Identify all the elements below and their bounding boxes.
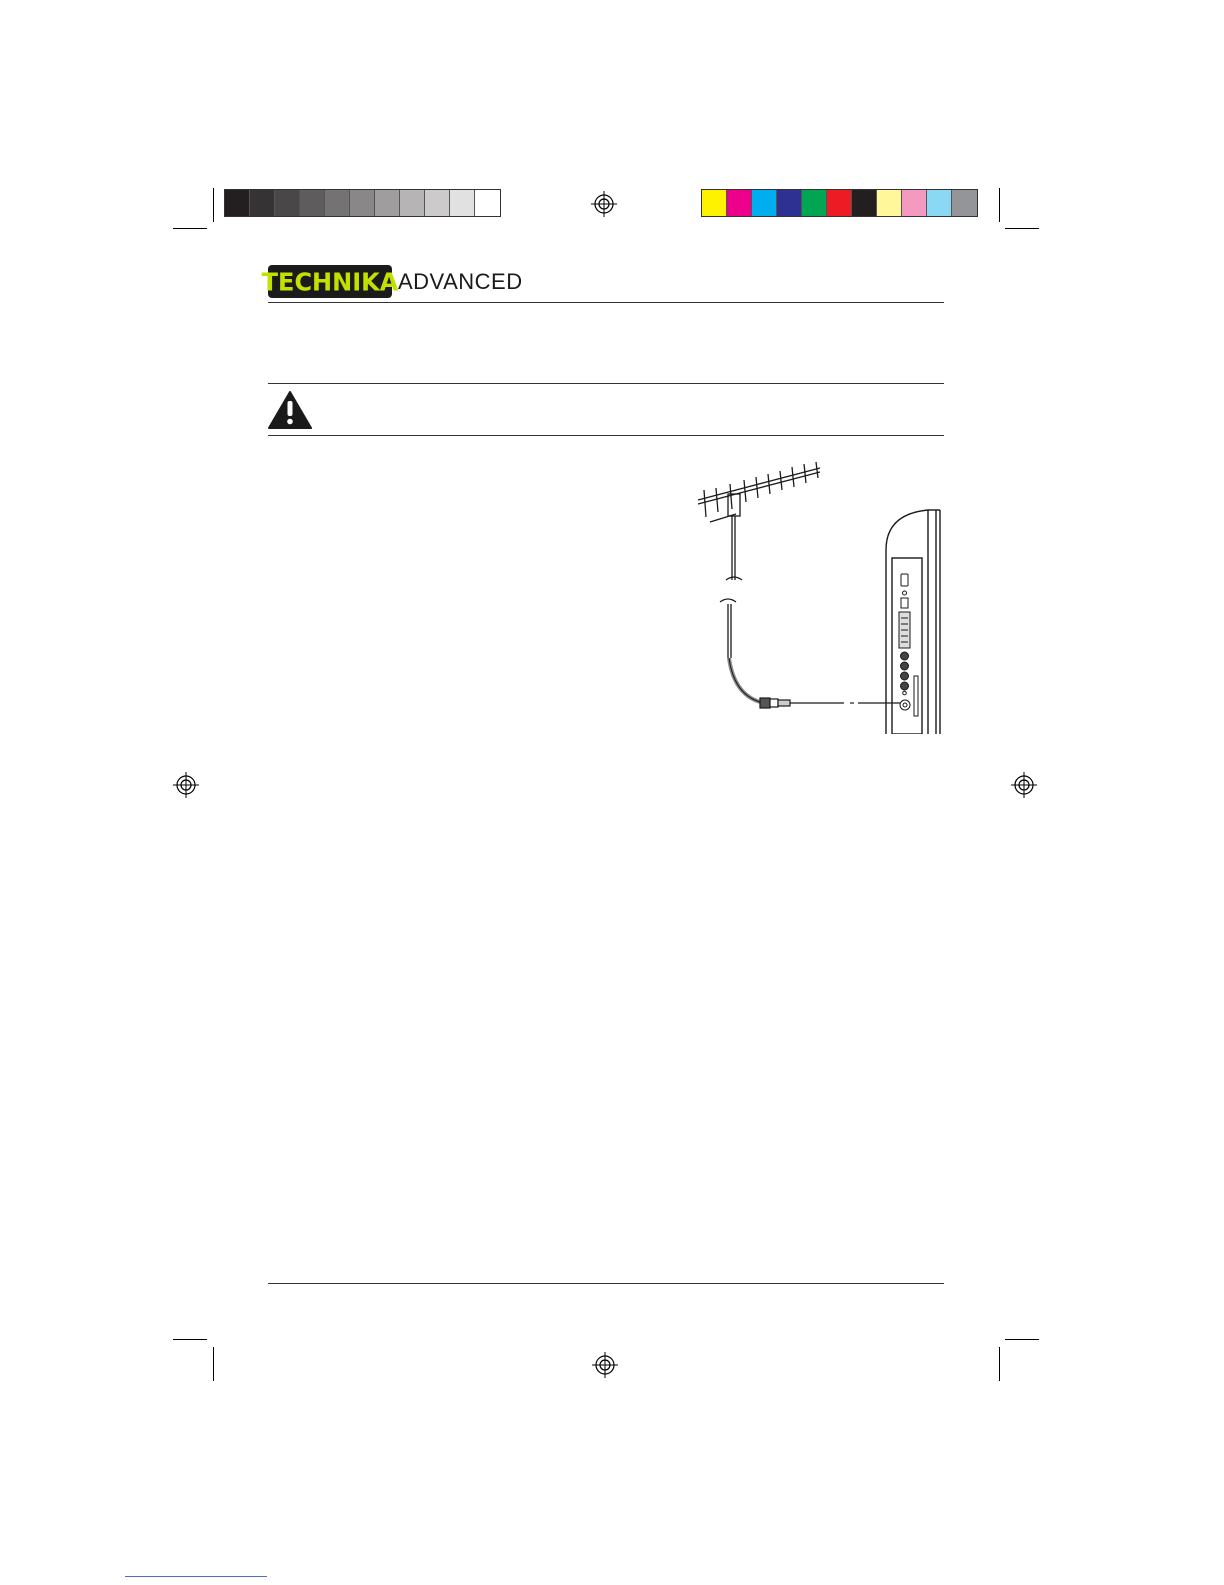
brand-logo — [261, 265, 399, 298]
crop-mark — [1005, 1339, 1039, 1340]
coax-connector — [760, 698, 790, 708]
color-swatch — [702, 190, 727, 216]
color-swatch — [400, 190, 425, 216]
grayscale-calibration-bar — [224, 189, 501, 217]
crop-mark — [173, 1339, 207, 1340]
color-swatch — [752, 190, 777, 216]
crop-mark — [173, 228, 207, 229]
brand-logo-text: TECHNIKA — [261, 266, 399, 297]
crop-mark — [213, 1347, 214, 1381]
color-swatch — [952, 190, 977, 216]
crop-mark — [213, 188, 214, 222]
color-swatch — [425, 190, 450, 216]
warning-bottom-divider — [268, 435, 944, 436]
brand-subtitle: ADVANCED — [398, 269, 523, 294]
color-swatch — [902, 190, 927, 216]
warning-triangle-icon — [268, 391, 312, 429]
warning-top-divider — [268, 383, 944, 384]
header-divider — [268, 302, 944, 303]
color-swatch — [877, 190, 902, 216]
color-swatch — [350, 190, 375, 216]
registration-target-icon — [173, 772, 199, 798]
color-swatch — [450, 190, 475, 216]
registration-target-icon — [1011, 772, 1037, 798]
color-swatch — [777, 190, 802, 216]
color-swatch — [300, 190, 325, 216]
crop-mark — [999, 1347, 1000, 1381]
registration-target-icon — [592, 1352, 618, 1378]
registration-target-icon — [591, 191, 617, 217]
color-swatch — [727, 190, 752, 216]
antenna-connection-diagram — [692, 462, 948, 734]
color-swatch — [375, 190, 400, 216]
tv-ports — [899, 574, 918, 716]
color-swatch — [827, 190, 852, 216]
crop-mark — [999, 188, 1000, 222]
color-swatch — [802, 190, 827, 216]
color-swatch — [225, 190, 250, 216]
color-swatch — [325, 190, 350, 216]
tv-side-panel — [886, 510, 940, 734]
crop-mark — [1005, 228, 1039, 229]
color-swatch — [852, 190, 877, 216]
color-swatch — [250, 190, 275, 216]
footer-divider — [268, 1283, 944, 1284]
color-swatch — [275, 190, 300, 216]
color-swatch — [927, 190, 952, 216]
color-swatch — [475, 190, 500, 216]
color-calibration-bar — [701, 189, 978, 217]
